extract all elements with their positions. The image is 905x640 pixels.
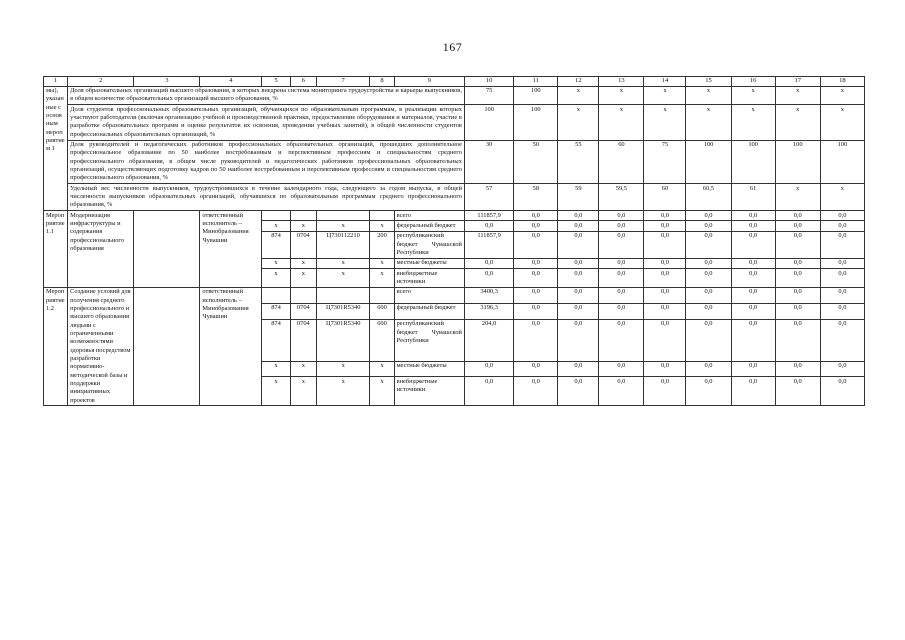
indicator-value: x <box>731 86 775 105</box>
budget-code-cell: x <box>290 258 316 268</box>
indicator-value: x <box>558 86 599 105</box>
funding-value: 0,0 <box>644 269 686 288</box>
indicator-value: 100 <box>514 105 558 140</box>
budget-table <box>43 76 865 406</box>
funding-value: 0,0 <box>599 303 644 319</box>
budget-code-cell: x <box>262 377 290 406</box>
indicator-value: 55 <box>558 140 599 184</box>
column-number: 11 <box>514 77 558 87</box>
budget-code-cell: Ц730112210 <box>316 231 370 258</box>
funding-value: 0,0 <box>558 211 599 221</box>
column-number: 8 <box>370 77 394 87</box>
budget-code-cell: 874 <box>262 231 290 258</box>
funding-value: 0,0 <box>558 231 599 258</box>
funding-value: 0,0 <box>514 258 558 268</box>
budget-code-cell: 874 <box>262 319 290 361</box>
funding-value: 0,0 <box>686 361 731 377</box>
funding-value: 0,0 <box>599 319 644 361</box>
indicator-value: x <box>775 105 820 140</box>
indicator-value: x <box>820 86 864 105</box>
budget-code-cell: 0704 <box>290 303 316 319</box>
budget-code-cell <box>316 211 370 221</box>
event-empty-cell <box>134 287 200 406</box>
indicator-value: x <box>686 86 731 105</box>
funding-value: 0,0 <box>775 287 820 303</box>
funding-value: 0,0 <box>558 221 599 231</box>
funding-value: 0,0 <box>464 377 513 406</box>
funding-source: республиканский бюджет Чувашской Республики <box>394 231 464 258</box>
indicator-value: 50 <box>514 140 558 184</box>
budget-code-cell: x <box>316 269 370 288</box>
funding-value: 0,0 <box>775 221 820 231</box>
budget-code-cell: Ц7301R5340 <box>316 303 370 319</box>
indicator-text: Удельный вес численности выпускников, трудоустроившихся в течение календарного года, следующего за годом выпуска, в общей численности выпускников образовательных организаций, обучавшихся по образовательным программам среднего профессионального образования, % <box>68 184 465 211</box>
budget-code-cell: 0704 <box>290 319 316 361</box>
indicator-value: 100 <box>820 140 864 184</box>
funding-value: 0,0 <box>775 303 820 319</box>
budget-code-cell: x <box>262 221 290 231</box>
indicator-text: Доля студентов профессиональных образовательных организаций, обучающихся по образовательным программам, в реализации которых участвуют работодатели (включая организацию учебной и производственной практики, предоставление оборудования и материалов, участие в разработке образовательных программ и оценке результатов их освоения, проведении учебных занятий), в общей численности студентов профессиональных образовательных организаций, % <box>68 105 465 140</box>
funding-value: 0,0 <box>599 221 644 231</box>
indicator-value: x <box>775 184 820 211</box>
funding-value: 0,0 <box>820 377 864 406</box>
budget-code-cell: 874 <box>262 303 290 319</box>
column-number: 13 <box>599 77 644 87</box>
funding-value: 0,0 <box>514 287 558 303</box>
budget-code-cell: x <box>316 377 370 406</box>
funding-value: 0,0 <box>775 269 820 288</box>
indicator-value: 30 <box>464 140 513 184</box>
indicator-value: 60,5 <box>686 184 731 211</box>
funding-value: 0,0 <box>686 287 731 303</box>
indicator-value: 100 <box>464 105 513 140</box>
funding-value: 0,0 <box>464 361 513 377</box>
funding-value: 0,0 <box>731 221 775 231</box>
funding-value: 0,0 <box>731 319 775 361</box>
indicator-row <box>44 105 865 140</box>
indicator-value: 75 <box>644 140 686 184</box>
funding-value: 0,0 <box>464 258 513 268</box>
funding-value: 0,0 <box>820 231 864 258</box>
funding-value: 0,0 <box>558 303 599 319</box>
budget-code-cell: x <box>370 361 394 377</box>
column-number: 16 <box>731 77 775 87</box>
funding-value: 0,0 <box>599 258 644 268</box>
indicator-value: 100 <box>731 140 775 184</box>
funding-value: 0,0 <box>558 258 599 268</box>
indicator-value: x <box>820 105 864 140</box>
column-number: 4 <box>200 77 262 87</box>
funding-value: 0,0 <box>558 319 599 361</box>
funding-value: 0,0 <box>820 269 864 288</box>
budget-code-cell <box>290 287 316 303</box>
funding-value: 0,0 <box>599 361 644 377</box>
column-number: 6 <box>290 77 316 87</box>
event-label: Мероприятие 1.1 <box>44 211 68 288</box>
indicator-text: Доля образовательных организаций высшего образования, в которых внедрена система мониторинга трудоустройства и карьеры выпускников, в общем количестве образовательных организаций высшего образования, % <box>68 86 465 105</box>
funding-value: 0,0 <box>514 377 558 406</box>
budget-code-cell: 200 <box>370 231 394 258</box>
funding-value: 0,0 <box>644 211 686 221</box>
budget-code-cell: x <box>290 377 316 406</box>
indicator-value: x <box>686 105 731 140</box>
funding-value: 111857,9 <box>464 231 513 258</box>
funding-value: 0,0 <box>686 269 731 288</box>
funding-value: 0,0 <box>820 287 864 303</box>
event-executor: ответственный исполнитель – Минобразования Чувашии <box>200 211 262 288</box>
event-name: Модернизация инфраструктуры и содержания профессионального образования <box>68 211 134 288</box>
indicator-value: 60 <box>644 184 686 211</box>
budget-code-cell <box>290 211 316 221</box>
event-row <box>44 287 865 303</box>
funding-value: 0,0 <box>775 231 820 258</box>
funding-value: 0,0 <box>558 377 599 406</box>
indicator-value: x <box>644 86 686 105</box>
budget-code-cell: x <box>262 258 290 268</box>
funding-value: 0,0 <box>464 221 513 231</box>
budget-code-cell <box>370 211 394 221</box>
funding-value: 0,0 <box>731 303 775 319</box>
funding-value: 0,0 <box>514 361 558 377</box>
funding-value: 0,0 <box>775 377 820 406</box>
column-number: 12 <box>558 77 599 87</box>
column-number: 2 <box>68 77 134 87</box>
funding-value: 0,0 <box>731 361 775 377</box>
column-number: 1 <box>44 77 68 87</box>
funding-value: 0,0 <box>558 361 599 377</box>
indicator-value: x <box>599 86 644 105</box>
indicator-value: 61 <box>731 184 775 211</box>
column-number: 3 <box>134 77 200 87</box>
indicator-row <box>44 86 865 105</box>
funding-source: внебюджетные источники <box>394 269 464 288</box>
budget-code-cell: x <box>316 258 370 268</box>
event-executor: ответственный исполнитель – Минобразования Чувашии <box>200 287 262 406</box>
column-number: 7 <box>316 77 370 87</box>
funding-value: 0,0 <box>820 211 864 221</box>
budget-code-cell: x <box>290 269 316 288</box>
event-name: Создание условий для получения среднего профессионального и высшего образования людьми с ограниченными возможностями здоровья посредством разработки нормативно-методической базы и поддержки инициативных проектов <box>68 287 134 406</box>
funding-value: 0,0 <box>644 319 686 361</box>
funding-value: 0,0 <box>644 361 686 377</box>
funding-value: 0,0 <box>731 377 775 406</box>
budget-code-cell: 600 <box>370 319 394 361</box>
indicator-value: 100 <box>686 140 731 184</box>
funding-value: 0,0 <box>599 211 644 221</box>
funding-value: 0,0 <box>558 287 599 303</box>
budget-code-cell <box>262 287 290 303</box>
funding-value: 0,0 <box>731 231 775 258</box>
funding-value: 0,0 <box>558 269 599 288</box>
indicator-value: x <box>558 105 599 140</box>
budget-code-cell: x <box>370 221 394 231</box>
funding-source: федеральный бюджет <box>394 221 464 231</box>
indicator-row <box>44 140 865 184</box>
funding-source: всего <box>394 211 464 221</box>
funding-value: 0,0 <box>820 303 864 319</box>
funding-value: 0,0 <box>820 319 864 361</box>
indicator-value: x <box>775 86 820 105</box>
column-number: 14 <box>644 77 686 87</box>
funding-value: 0,0 <box>514 319 558 361</box>
indicator-value: 59 <box>558 184 599 211</box>
column-number: 10 <box>464 77 513 87</box>
indicator-value: x <box>731 105 775 140</box>
budget-code-cell: Ц7301R5340 <box>316 319 370 361</box>
funding-value: 0,0 <box>686 319 731 361</box>
budget-code-cell <box>316 287 370 303</box>
funding-value: 0,0 <box>644 287 686 303</box>
budget-code-cell: x <box>290 221 316 231</box>
funding-value: 0,0 <box>820 361 864 377</box>
funding-value: 0,0 <box>644 221 686 231</box>
funding-source: местные бюджеты <box>394 258 464 268</box>
funding-value: 0,0 <box>514 303 558 319</box>
budget-code-cell: x <box>370 269 394 288</box>
funding-value: 3400,3 <box>464 287 513 303</box>
event-label: Мероприятие 1.2 <box>44 287 68 406</box>
funding-value: 0,0 <box>514 221 558 231</box>
funding-value: 0,0 <box>644 377 686 406</box>
funding-value: 0,0 <box>686 258 731 268</box>
funding-source: республиканский бюджет Чувашской Республики <box>394 319 464 361</box>
funding-value: 0,0 <box>775 258 820 268</box>
funding-value: 0,0 <box>599 231 644 258</box>
funding-source: внебюджетные источники <box>394 377 464 406</box>
indicator-value: 58 <box>514 184 558 211</box>
indicator-value: x <box>599 105 644 140</box>
funding-value: 0,0 <box>599 287 644 303</box>
funding-value: 0,0 <box>599 269 644 288</box>
table-body <box>44 77 865 406</box>
funding-value: 0,0 <box>644 231 686 258</box>
column-number: 17 <box>775 77 820 87</box>
indicator-value: 57 <box>464 184 513 211</box>
indicator-value: x <box>644 105 686 140</box>
funding-value: 0,0 <box>686 211 731 221</box>
funding-value: 3196,3 <box>464 303 513 319</box>
funding-value: 0,0 <box>686 231 731 258</box>
indicator-row <box>44 184 865 211</box>
funding-value: 0,0 <box>464 269 513 288</box>
budget-code-cell: x <box>316 221 370 231</box>
budget-code-cell <box>262 211 290 221</box>
funding-value: 0,0 <box>514 231 558 258</box>
funding-value: 0,0 <box>514 269 558 288</box>
column-number-row <box>44 77 865 87</box>
funding-value: 0,0 <box>686 221 731 231</box>
funding-value: 0,0 <box>731 287 775 303</box>
budget-code-cell: x <box>370 377 394 406</box>
column-number: 18 <box>820 77 864 87</box>
funding-source: всего <box>394 287 464 303</box>
funding-value: 111857,9 <box>464 211 513 221</box>
indicator-value: 60 <box>599 140 644 184</box>
indicator-value: 100 <box>775 140 820 184</box>
funding-value: 0,0 <box>775 211 820 221</box>
budget-code-cell: x <box>316 361 370 377</box>
indicator-value: 100 <box>514 86 558 105</box>
funding-source: местные бюджеты <box>394 361 464 377</box>
funding-value: 0,0 <box>775 361 820 377</box>
funding-value: 0,0 <box>686 377 731 406</box>
budget-code-cell: x <box>262 269 290 288</box>
funding-value: 0,0 <box>820 258 864 268</box>
funding-value: 204,0 <box>464 319 513 361</box>
indicator-value: 59,5 <box>599 184 644 211</box>
funding-value: 0,0 <box>514 211 558 221</box>
indicator-value: x <box>820 184 864 211</box>
funding-value: 0,0 <box>731 211 775 221</box>
indicator-section-label: мы), указанные с основным мероприятием 1 <box>44 86 68 211</box>
page-number: 167 <box>442 40 463 54</box>
budget-code-cell: 600 <box>370 303 394 319</box>
funding-value: 0,0 <box>599 377 644 406</box>
budget-code-cell <box>370 287 394 303</box>
column-number: 9 <box>394 77 464 87</box>
budget-code-cell: x <box>262 361 290 377</box>
indicator-text: Доля руководителей и педагогических работников профессиональных образовательных организаций, прошедших дополнительное профессиональное образование по 50 наиболее востребованным и перспективным профессиям и специальностям среднего профессионального образования, в общем числе руководителей и педагогических работников профессиональных образовательных организаций, осуществляющих подготовку кадров по 50 наиболее востребованным и перспективным профессиям и специальностям среднего профессионального образования, % <box>68 140 465 184</box>
event-empty-cell <box>134 211 200 288</box>
funding-value: 0,0 <box>686 303 731 319</box>
indicator-value: 75 <box>464 86 513 105</box>
funding-value: 0,0 <box>731 269 775 288</box>
column-number: 15 <box>686 77 731 87</box>
event-row <box>44 211 865 221</box>
column-number: 5 <box>262 77 290 87</box>
budget-code-cell: x <box>370 258 394 268</box>
funding-source: федеральный бюджет <box>394 303 464 319</box>
funding-value: 0,0 <box>644 303 686 319</box>
funding-value: 0,0 <box>644 258 686 268</box>
funding-value: 0,0 <box>731 258 775 268</box>
budget-code-cell: x <box>290 361 316 377</box>
funding-value: 0,0 <box>775 319 820 361</box>
budget-code-cell: 0704 <box>290 231 316 258</box>
funding-value: 0,0 <box>820 221 864 231</box>
